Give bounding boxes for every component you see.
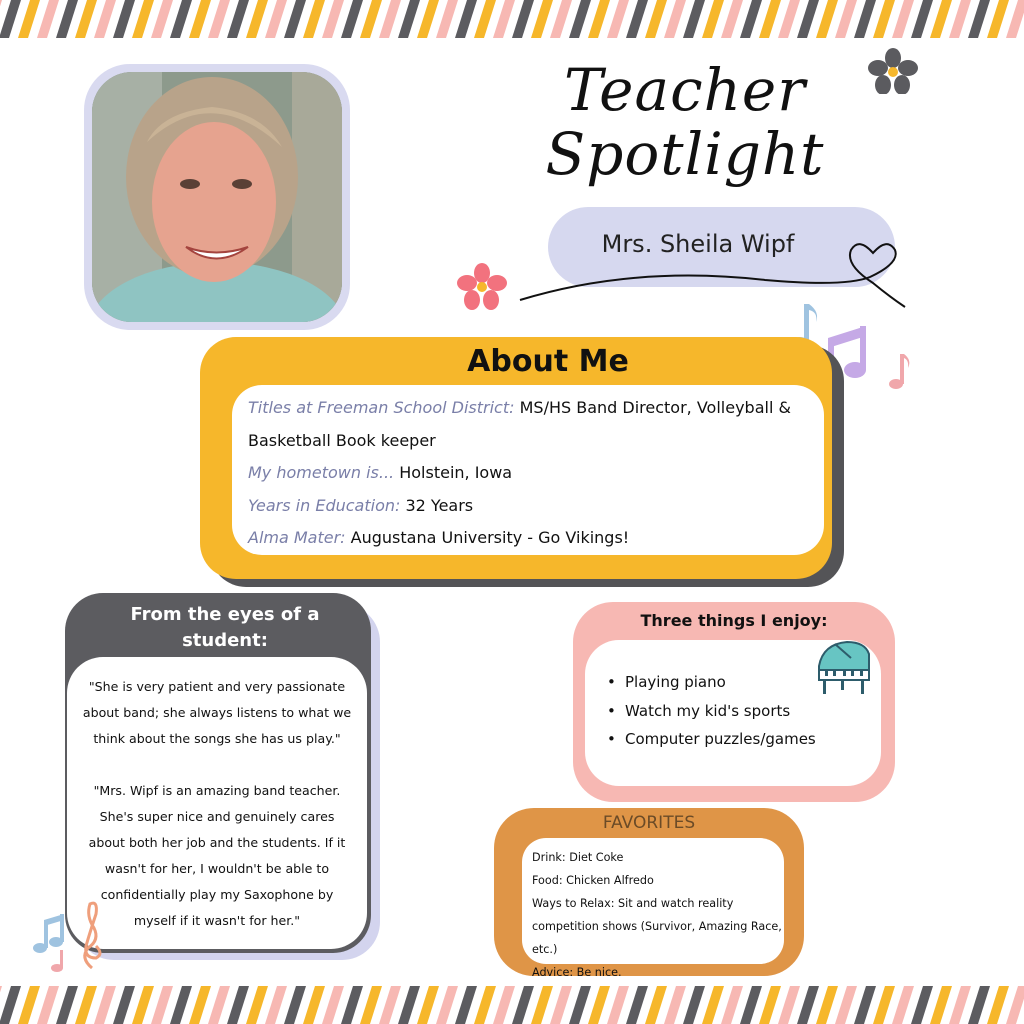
treble-clef-icon xyxy=(30,898,108,978)
stripe xyxy=(493,986,515,1024)
stripe xyxy=(493,0,515,38)
favorites-heading: FAVORITES xyxy=(602,813,696,833)
stripe xyxy=(721,986,743,1024)
stripe xyxy=(607,986,629,1024)
stripe xyxy=(379,986,401,1024)
stripe xyxy=(987,0,1009,38)
stripe xyxy=(284,986,306,1024)
stripe xyxy=(94,986,116,1024)
stripe xyxy=(892,0,914,38)
stripe xyxy=(550,986,572,1024)
about-item-hometown: My hometown is... Holstein, Iowa xyxy=(248,463,513,482)
stripe xyxy=(1006,0,1024,38)
stripe xyxy=(246,0,268,38)
stripe xyxy=(892,986,914,1024)
stripe xyxy=(968,0,990,38)
stripe xyxy=(778,986,800,1024)
page-title: Teacher Spotlight xyxy=(545,56,825,188)
stripe xyxy=(569,986,591,1024)
list-item: Food: Chicken Alfredo xyxy=(532,874,654,887)
stripe xyxy=(360,0,382,38)
stripe xyxy=(227,986,249,1024)
stripe xyxy=(37,0,59,38)
stripe xyxy=(0,0,21,38)
flower-icon xyxy=(868,48,918,94)
stripe xyxy=(265,986,287,1024)
stripe xyxy=(626,986,648,1024)
stripe xyxy=(873,986,895,1024)
stripe xyxy=(132,986,154,1024)
list-item: Advice: Be nice. xyxy=(532,966,622,979)
stripe xyxy=(113,986,135,1024)
stripe xyxy=(208,0,230,38)
stripe xyxy=(835,0,857,38)
stripe xyxy=(56,986,78,1024)
teacher-photo xyxy=(84,64,350,330)
stripe xyxy=(759,0,781,38)
about-item-titles: Titles at Freeman School District: MS/HS Band Director, Volleyball & xyxy=(248,398,791,417)
stripe xyxy=(512,986,534,1024)
stripe xyxy=(246,986,268,1024)
stripe xyxy=(113,0,135,38)
student-heading: From the eyes of a student: xyxy=(130,604,320,651)
list-item: competition shows (Survivor, Amazing Race, etc.) xyxy=(532,920,782,956)
list-item: • Watch my kid's sports xyxy=(607,697,816,726)
stripe xyxy=(588,0,610,38)
stripe xyxy=(683,986,705,1024)
teacher-name: Mrs. Sheila Wipf xyxy=(601,230,795,258)
stripe xyxy=(854,986,876,1024)
piano-icon xyxy=(815,636,873,698)
stripe xyxy=(474,986,496,1024)
stripe xyxy=(436,986,458,1024)
stripe xyxy=(797,986,819,1024)
stripe xyxy=(797,0,819,38)
stripe xyxy=(569,0,591,38)
stripe xyxy=(588,986,610,1024)
stripe xyxy=(360,986,382,1024)
stripe xyxy=(303,986,325,1024)
stripe xyxy=(417,986,439,1024)
stripe xyxy=(626,0,648,38)
stripe xyxy=(341,986,363,1024)
stripe xyxy=(759,986,781,1024)
stripe xyxy=(18,986,40,1024)
stripe xyxy=(531,0,553,38)
list-item: • Computer puzzles/games xyxy=(607,725,816,754)
stripe xyxy=(664,986,686,1024)
stripe xyxy=(664,0,686,38)
stripe xyxy=(949,986,971,1024)
stripe xyxy=(816,986,838,1024)
stripe xyxy=(474,0,496,38)
stripe xyxy=(1006,986,1024,1024)
stripe xyxy=(227,0,249,38)
enjoy-heading: Three things I enjoy: xyxy=(640,611,828,630)
favorites-list xyxy=(532,846,792,984)
stripe xyxy=(968,986,990,1024)
student-quotes xyxy=(82,674,352,934)
stripe xyxy=(18,0,40,38)
list-item: Drink: Diet Coke xyxy=(532,851,624,864)
stripe xyxy=(170,986,192,1024)
stripe xyxy=(721,0,743,38)
stripe xyxy=(322,0,344,38)
stripe xyxy=(208,986,230,1024)
stripe xyxy=(930,986,952,1024)
stripe xyxy=(151,0,173,38)
stripe xyxy=(949,0,971,38)
stripe xyxy=(911,986,933,1024)
stripe xyxy=(683,0,705,38)
stripe xyxy=(75,0,97,38)
stripe xyxy=(455,0,477,38)
enjoy-list xyxy=(607,668,816,754)
about-item-alma-mater: Alma Mater: Augustana University - Go Vikings! xyxy=(248,528,630,547)
stripe xyxy=(816,0,838,38)
flower-icon xyxy=(457,263,507,311)
stripe xyxy=(75,986,97,1024)
stripe xyxy=(455,986,477,1024)
stripe xyxy=(417,0,439,38)
about-list xyxy=(248,392,808,555)
stripe xyxy=(398,986,420,1024)
stripe xyxy=(398,0,420,38)
stripe xyxy=(341,0,363,38)
list-item: • Playing piano xyxy=(607,668,816,697)
stripe xyxy=(550,0,572,38)
stripe xyxy=(37,986,59,1024)
stripe xyxy=(265,0,287,38)
list-item: Ways to Relax: Sit and watch reality xyxy=(532,897,734,910)
stripe xyxy=(911,0,933,38)
stripe xyxy=(740,986,762,1024)
stripe xyxy=(132,0,154,38)
about-heading: About Me xyxy=(467,344,629,379)
stripe xyxy=(531,986,553,1024)
stripe xyxy=(645,986,667,1024)
stripe xyxy=(607,0,629,38)
student-quote-1: "She is very patient and very passionate about band; she always listens to what we think about the songs she has us play." xyxy=(82,679,352,746)
stripe xyxy=(873,0,895,38)
stripe xyxy=(702,986,724,1024)
stripe xyxy=(94,0,116,38)
stripe xyxy=(645,0,667,38)
bottom-stripe-border xyxy=(0,986,1024,1024)
about-item-titles-cont: Basketball Book keeper xyxy=(248,430,436,450)
stripe xyxy=(151,986,173,1024)
stripe xyxy=(740,0,762,38)
stripe xyxy=(854,0,876,38)
stripe xyxy=(930,0,952,38)
stripe xyxy=(835,986,857,1024)
stripe xyxy=(303,0,325,38)
stripe xyxy=(436,0,458,38)
about-item-years: Years in Education: 32 Years xyxy=(248,495,474,515)
stripe xyxy=(56,0,78,38)
stripe xyxy=(512,0,534,38)
stripe xyxy=(170,0,192,38)
stripe xyxy=(189,986,211,1024)
stripe xyxy=(322,986,344,1024)
stripe xyxy=(379,0,401,38)
top-stripe-border xyxy=(0,0,1024,38)
stripe xyxy=(189,0,211,38)
student-quote-2: "Mrs. Wipf is an amazing band teacher. She's super nice and genuinely cares about both her job and the students. If it wasn't for her, I wouldn't be able to confidentially play my Saxophone by myself if it wasn't for her." xyxy=(88,783,346,928)
stripe xyxy=(778,0,800,38)
stripe xyxy=(702,0,724,38)
stripe xyxy=(0,986,21,1024)
stripe xyxy=(987,986,1009,1024)
stripe xyxy=(284,0,306,38)
